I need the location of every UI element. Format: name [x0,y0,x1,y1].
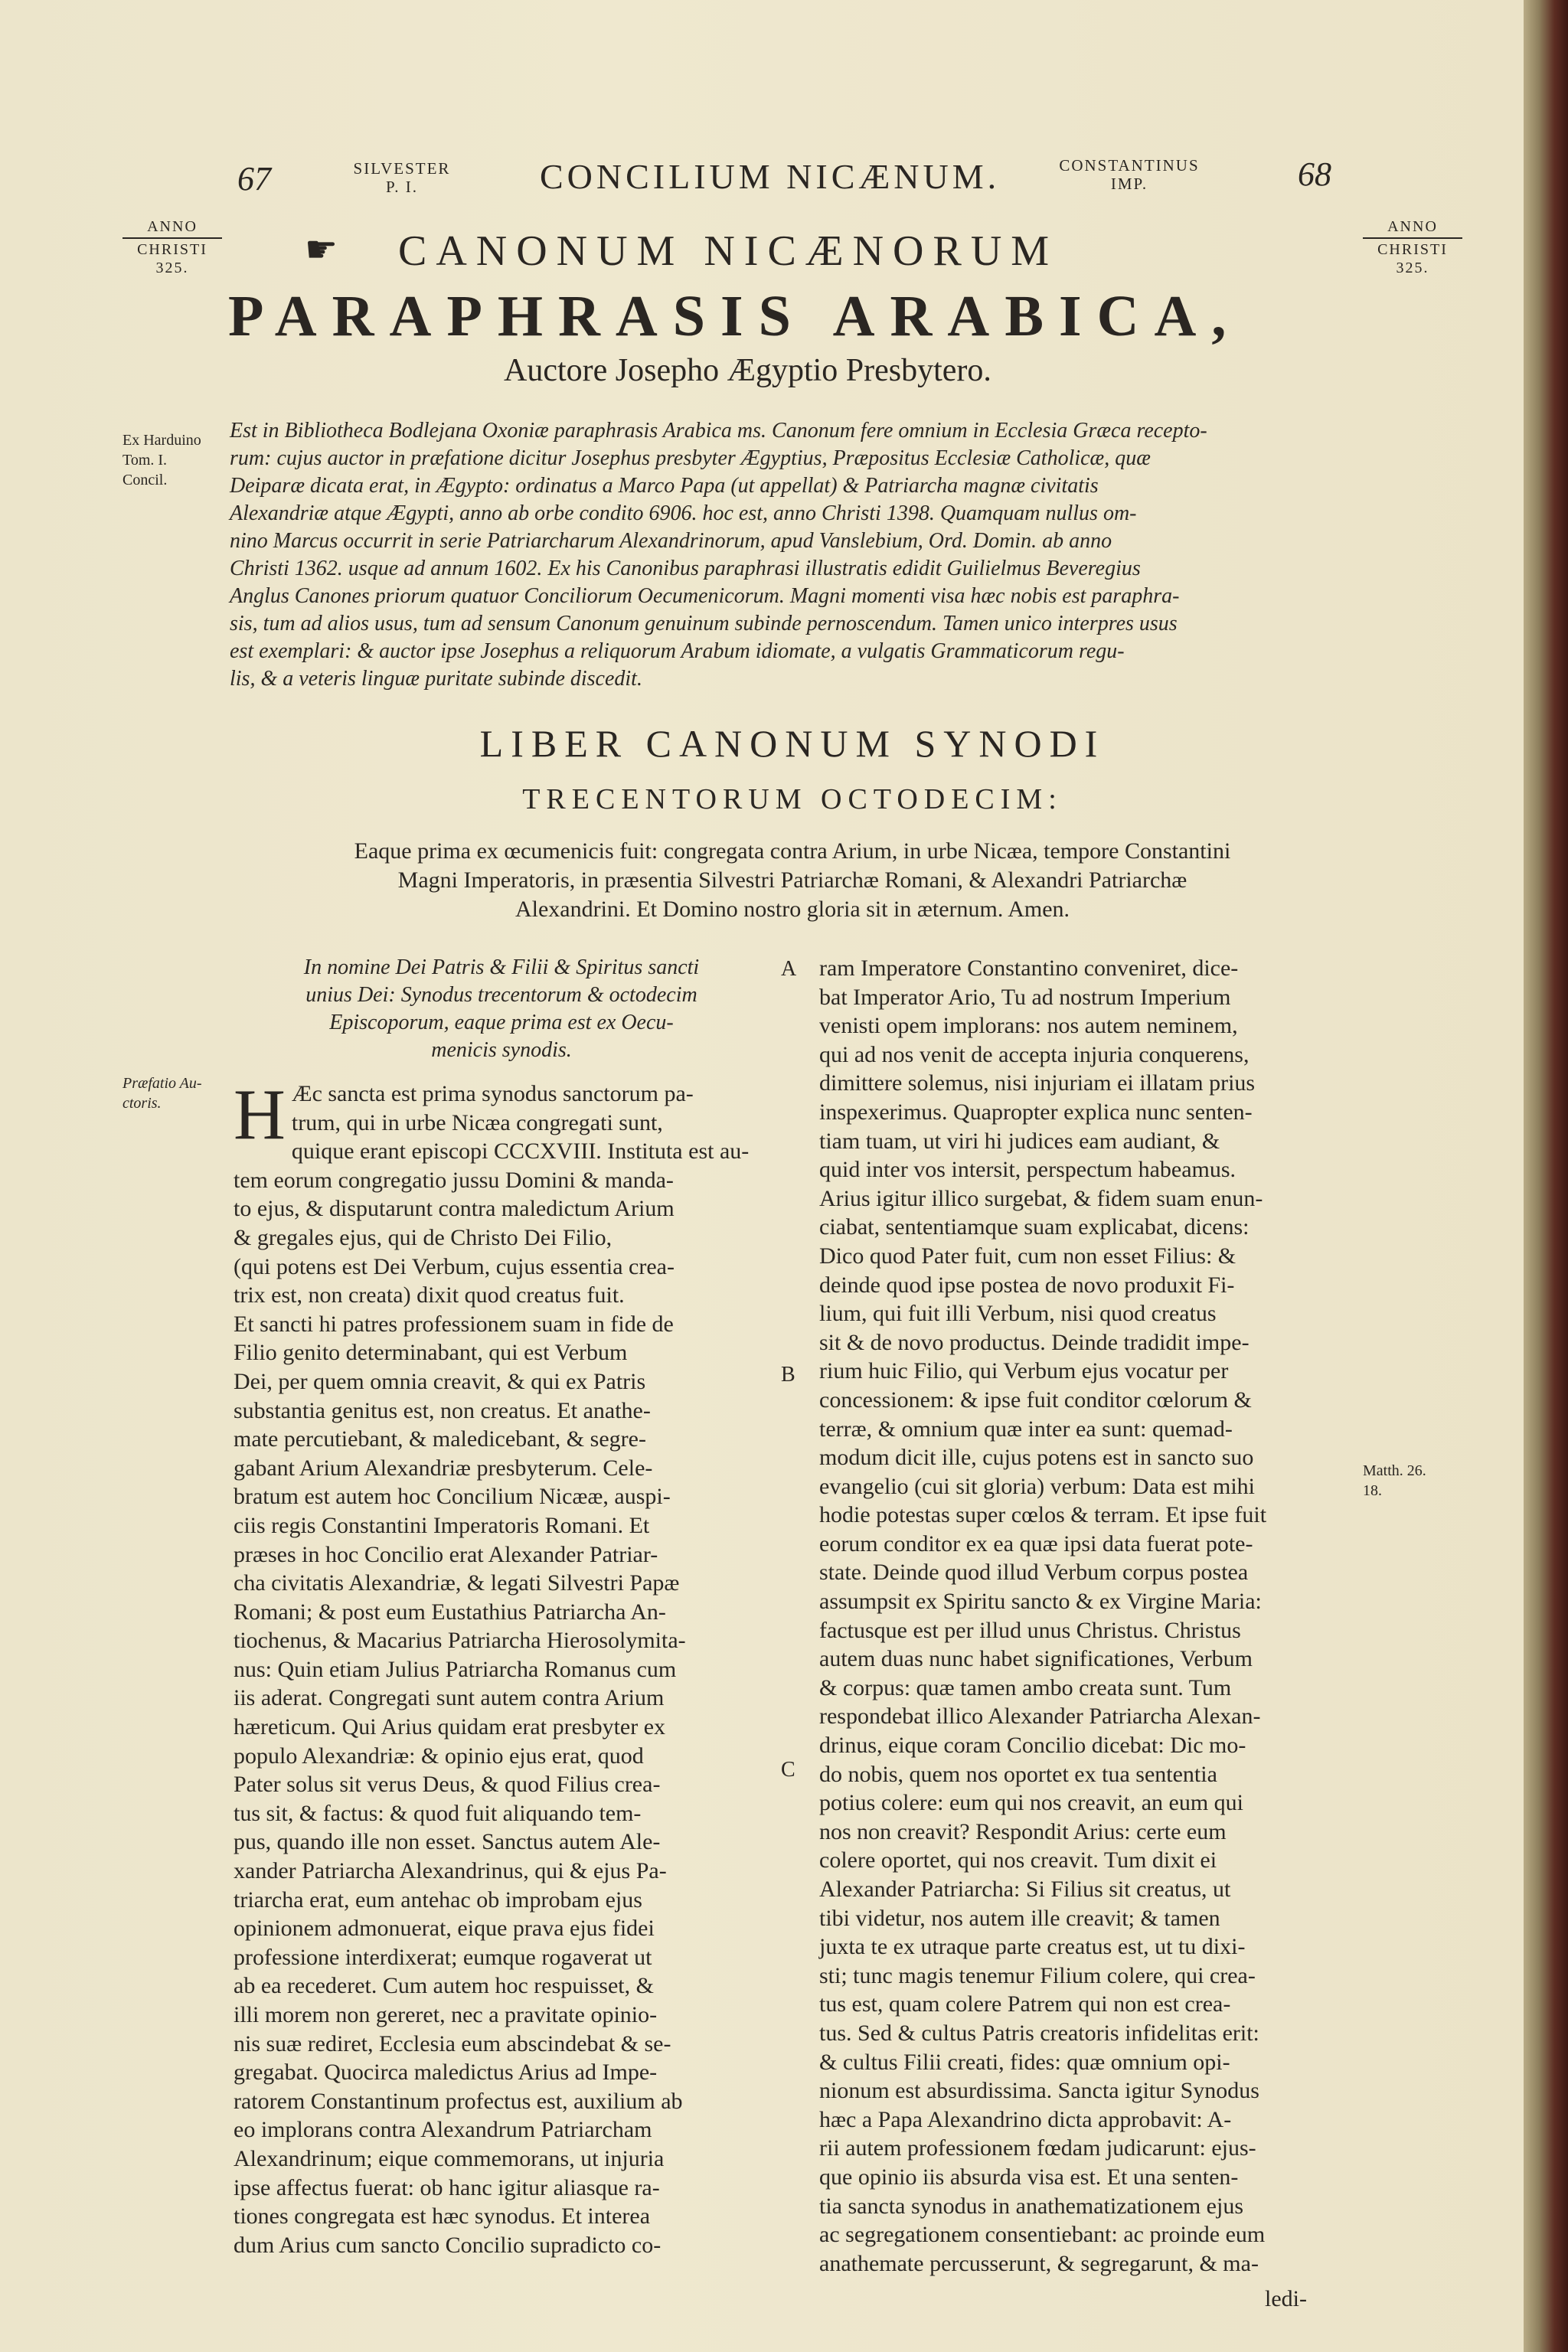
section-subtitle-line: Eaque prima ex œcumenicis fuit: congregata contra Arium, in urbe Nicæa, tempore Constantini [354,838,1231,864]
left-column-line: hæreticum. Qui Arius quidam erat presbyter ex [234,1714,666,1740]
anno-left-rule [122,237,222,239]
right-column-line: respondebat illico Alexander Patriarcha Alexan- [819,1704,1261,1730]
section-subtitle-line: Magni Imperatoris, in præsentia Silvestri Patriarchæ Romani, & Alexandri Patriarchæ [397,867,1187,893]
left-column-line: eo implorans contra Alexandrum Patriarcham [234,2117,652,2143]
right-column-line: venisti opem implorans: nos autem neminem, [819,1013,1238,1039]
intro-line: Deiparæ dicata erat, in Ægypto: ordinatus a Marco Papa (ut appellat) & Patriarcha magnæ civitatis [230,474,1099,498]
right-column-line: sti; tunc magis tenemur Filium colere, qui crea- [819,1962,1256,1988]
right-page-number: 68 [1298,155,1331,193]
right-column-line: concessionem: & ipse fuit conditor cœlorum & [819,1387,1252,1413]
right-column-line: juxta te ex utraque parte creatus est, ut tu dixi- [819,1934,1246,1960]
right-column-line: autem duas nunc habet significationes, Verbum [819,1646,1253,1672]
right-column-line: qui ad nos venit de accepta injuria conquerens, [819,1041,1250,1067]
right-column-line: hodie potestas super cœlos & terram. Et ipse fuit [819,1502,1267,1528]
section-subtitle [230,837,1355,924]
section-subtitle-line: Alexandrini. Et Domino nostro gloria sit in æternum. Amen. [514,897,1070,922]
anno-left-line1: ANNO [147,218,198,235]
pointing-hand-icon: ☛ [305,230,338,270]
right-column-line: deinde quod ipse postea de novo produxit Fi- [819,1272,1235,1298]
left-column-line: ciis regis Constantini Imperatoris Romani. Et [234,1512,650,1538]
left-column-line: opinionem admonuerat, eique prava ejus fidei [234,1916,655,1942]
right-column-line: & corpus: quæ tamen ambo creata sunt. Tum [819,1674,1232,1700]
left-column-line: Dei, per quem omnia creavit, & qui ex Patris [234,1368,646,1394]
left-column-heading-line: unius Dei: Synodus trecentorum & octodecim [305,983,697,1007]
right-column-line: ac segregationem consentiebant: ac proinde eum [819,2222,1266,2248]
left-column-line: tiochenus, & Macarius Patriarcha Hierosolymita- [234,1628,686,1654]
right-column-line: colere oportet, qui nos creavit. Tum dixit ei [819,1847,1217,1873]
left-column-line: (qui potens est Dei Verbum, cujus essentia crea- [234,1253,675,1279]
left-column-line: & gregales ejus, qui de Christo Dei Filio, [234,1224,612,1250]
left-column-line: præses in hoc Concilio erat Alexander Patriar- [234,1541,658,1567]
left-column-line: Æc sancta est prima synodus sanctorum pa- [291,1081,694,1106]
left-column-heading [234,954,769,1064]
section-heading-1: LIBER CANONUM SYNODI [479,722,1106,765]
anno-left-year: 325. [155,260,189,276]
left-column-line: gabant Arium Alexandriæ presbyterum. Cele- [234,1455,653,1481]
left-column-line: Filio genito determinabant, qui est Verbum [234,1340,628,1366]
left-column-line: nis suæ rediret, Ecclesia eum abscindebat & se- [234,2030,671,2056]
source-note-line: Ex Harduino [122,432,201,449]
left-column-line: trum, qui in urbe Nicæa congregati sunt, [291,1109,663,1135]
left-column-line: tus sit, & factus: & quod fuit aliquando tem- [234,1800,642,1826]
right-column-line: tibi videtur, nos autem ille creavit; & tamen [819,1905,1220,1931]
left-column-line: substantia genitus est, non creatus. Et anathe- [234,1397,651,1423]
intro-line: Est in Bibliotheca Bodlejana Oxoniæ paraphrasis Arabica ms. Canonum fere omnium in Ecclesia Græca recepto- [230,419,1207,443]
title-line-3: Auctore Josepho Ægyptio Presbytero. [504,353,991,388]
right-running-label-line2: IMP. [1110,175,1148,193]
section-heading-2: TRECENTORUM OCTODECIM: [522,783,1063,815]
left-column-line: quique erant episcopi CCCXVIII. Instituta est au- [291,1138,750,1165]
left-column-line: tiones congregata est hæc synodus. Et interea [234,2203,651,2230]
right-column-text [819,954,1355,2278]
title-line-2: PARAPHRASIS ARABICA, [228,284,1242,348]
right-column-line: tia sancta synodus in anathematizationem ejus [819,2193,1244,2219]
intro-line: rum: cujus auctor in præfatione dicitur Josephus presbyter Ægyptius, Præpositus Ecclesiæ Catholicæ, quæ [230,446,1151,470]
right-column-line: bat Imperator Ario, Tu ad nostrum Imperium [819,984,1231,1010]
left-page-number: 67 [237,160,271,198]
left-column-line: dum Arius cum sancto Concilio supradicto co- [234,2232,662,2258]
right-column-line: Alexander Patriarcha: Si Filius sit creatus, ut [819,1877,1231,1902]
left-running-label [352,159,452,196]
left-column-line: xander Patriarcha Alexandrinus, qui & ejus Pa- [234,1858,667,1884]
right-column-line: hæc a Papa Alexandrino dicta approbavit: A- [819,2106,1232,2132]
left-column-line: illi morem non gereret, nec a pravitate opinio- [234,2002,658,2027]
left-column-line: gregabat. Quocirca maledictus Arius ad Impe- [234,2060,658,2086]
right-column-line: ciabat, sententiamque suam explicabat, dicens: [819,1214,1250,1240]
right-column-line: nos non creavit? Respondit Arius: certe eum [819,1818,1227,1844]
anno-right-year: 325. [1396,260,1429,276]
left-column-heading-line: Episcoporum, eaque prima est ex Oecu- [329,1011,674,1034]
right-column-line: & cultus Filii creati, fides: quæ omnium opi- [819,2049,1230,2075]
left-column-line: Romani; & post eum Eustathius Patriarcha An- [234,1599,666,1625]
left-column-line: mate percutiebant, & maledicebant, & segre- [234,1426,646,1452]
left-column-line: populo Alexandriæ: & opinio ejus erat, quod [234,1743,644,1769]
left-column-line: cha civitatis Alexandriæ, & legati Silvestri Papæ [234,1570,680,1596]
right-column-line: drinus, eique coram Concilio dicebat: Dic mo- [819,1733,1246,1759]
side-note-matthew [1363,1461,1426,1501]
right-column-line: anathemate percusserunt, & segregarunt, & ma- [819,2250,1259,2276]
left-column-line: iis aderat. Congregati sunt autem contra Arium [234,1685,665,1711]
right-column-line: modum dicit ille, cujus potens est in sancto suo [819,1445,1254,1471]
left-column-line: ab ea recederet. Cum autem hoc respuisset, & [234,1973,654,1999]
right-column-line: dimittere solemus, nisi injuriam ei illatam prius [819,1070,1256,1096]
right-column-line: Arius igitur illico surgebat, & fidem suam enun- [819,1185,1263,1211]
right-column-line: nionum est absurdissima. Sancta igitur Synodus [819,2078,1259,2104]
anno-christi-right [1363,217,1462,277]
right-running-label [1034,156,1225,193]
right-column-line: lium, qui fuit illi Verbum, nisi quod creatus [819,1301,1217,1327]
right-column-line: evangelio (cui sit gloria) verbum: Data est mihi [819,1473,1256,1499]
right-column-line: assumpsit ex Spiritu sancto & ex Virgine Maria: [819,1589,1262,1615]
anno-right-rule [1363,237,1462,239]
right-column-line: state. Deinde quod illud Verbum corpus postea [819,1560,1249,1586]
source-note [122,430,201,490]
left-running-label-line1: SILVESTER [353,159,451,178]
right-column-line: tus est, quam colere Patrem qui non est crea- [819,1991,1231,2017]
intro-line: Anglus Canones priorum quatuor Conciliorum Oecumenicorum. Magni momenti visa hæc nobis est paraphra- [230,584,1180,608]
left-column-heading-line: In nomine Dei Patris & Filii & Spiritus sancti [303,956,700,979]
right-column-line: factusque est per illud unus Christus. Christus [819,1617,1241,1643]
intro-line: nino Marcus occurrit in serie Patriarcharum Alexandrinorum, apud Vanslebium, Ord. Domin. ab anno [230,529,1112,553]
right-column-line: rium huic Filio, qui Verbum ejus vocatur per [819,1358,1229,1384]
left-running-label-line2: P. I. [385,178,419,196]
left-column-line: trix est, non creata) dixit quod creatus fuit. [234,1282,625,1308]
running-title: CONCILIUM NICÆNUM. [540,157,1001,196]
anno-right-line2: CHRISTI [1377,241,1448,258]
intro-line: est exemplari: & auctor ipse Josephus a reliquorum Arabum idiomate, a vulgatis Grammaticorum regu- [230,639,1125,663]
intro-line: lis, & a veteris linguæ puritate subinde discedit. [230,667,642,691]
right-column-line: Dico quod Pater fuit, cum non esset Filius: & [819,1243,1236,1269]
left-column-line: ipse affectus fuerat: ob hanc igitur aliasque ra- [234,2174,660,2200]
left-column-line: Et sancti hi patres professionem suam in fide de [234,1311,674,1337]
section-marker-b: B [781,1363,795,1387]
anno-left-line2: CHRISTI [137,241,207,258]
side-note-line: ctoris. [122,1095,162,1112]
section-marker-a: A [781,957,797,981]
intro-line: Alexandriæ atque Ægypti, anno ab orbe condito 6906. hoc est, anno Christi 1398. Quamquam nullus om- [230,501,1137,525]
left-column-line: ratorem Constantinum profectus est, auxilium ab [234,2088,683,2114]
right-column-line: tiam tuam, ut viri hi judices eam audiant, & [819,1128,1220,1154]
side-note-line: 18. [1363,1482,1382,1499]
right-column-line: que opinio iis absurda visa est. Et una senten- [819,2164,1239,2190]
right-column-line: terræ, & omnium quæ inter ea sunt: quemad- [819,1416,1233,1442]
section-marker-c: C [781,1758,795,1782]
left-column-line: bratum est autem hoc Concilium Nicææ, auspi- [234,1484,671,1510]
right-column-line: do nobis, quem nos oportet ex tua sententia [819,1761,1217,1787]
left-column-line: Pater solus sit verus Deus, & quod Filius crea- [234,1772,661,1798]
source-note-line: Tom. I. [122,452,168,469]
right-column-line: sit & de novo productus. Deinde tradidit impe- [819,1329,1250,1355]
left-column-line: tem eorum congregatio jussu Domini & manda- [234,1167,674,1193]
catchword: ledi- [1265,2286,1307,2311]
left-column-line: Alexandrinum; eique commemorans, ut injuria [234,2145,665,2171]
anno-christi-left [122,217,222,277]
source-note-line: Concil. [122,472,168,488]
right-column-line: quid inter vos intersit, perspectum habeamus. [819,1157,1236,1183]
right-column-line: potius colere: eum qui nos creavit, an eum qui [819,1790,1244,1816]
right-column-line: ram Imperatore Constantino conveniret, dice- [819,956,1239,981]
right-column-line: inspexerimus. Quapropter explica nunc senten- [819,1099,1253,1125]
left-column-heading-line: menicis synodis. [431,1038,572,1062]
side-note-line: Præfatio Au- [122,1075,202,1092]
intro-line: sis, tum ad alios usus, tum ad sensum Canonum genuinum subinde pernoscendum. Tamen unico interpres usus [230,612,1178,635]
book-spine [1524,0,1568,2352]
right-running-label-line1: CONSTANTINUS [1059,156,1200,175]
title-line-1: CANONUM NICÆNORUM [398,227,1059,275]
right-column-line: rii autem professionem fœdam judicarunt: ejus- [819,2135,1256,2161]
left-column-line: triarcha erat, eum antehac ob improbam ejus [234,1886,642,1913]
intro-line: Christi 1362. usque ad annum 1602. Ex his Canonibus paraphrasi illustratis edidit Guilielmus Beveregius [230,557,1141,580]
left-column-text [234,1075,776,2259]
right-column-line: tus. Sed & cultus Patris creatoris infidelitas erit: [819,2020,1259,2046]
side-note-praefatio [122,1073,202,1113]
left-column-line: nus: Quin etiam Julius Patriarcha Romanus cum [234,1656,677,1682]
left-column-line: to ejus, & disputarunt contra maledictum Arium [234,1196,675,1222]
side-note-line: Matth. 26. [1363,1462,1426,1479]
left-column-line: professione interdixerat; eumque rogaverat ut [234,1944,652,1970]
drop-cap: H [234,1075,286,1155]
right-column-line: eorum conditor ex ea quæ ipsi data fuerat pote- [819,1530,1253,1557]
left-column-line: pus, quando ille non esset. Sanctus autem Ale- [234,1829,661,1855]
intro-paragraph [230,417,1355,693]
anno-right-line1: ANNO [1387,218,1438,235]
